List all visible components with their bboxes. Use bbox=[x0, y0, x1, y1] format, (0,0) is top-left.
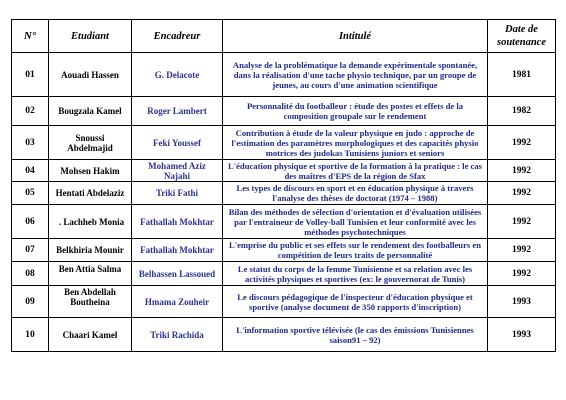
table-row bbox=[12, 126, 556, 160]
student-name: Mohsen Hakim bbox=[49, 160, 132, 182]
defense-year: 1992 bbox=[488, 182, 556, 205]
table-row bbox=[12, 182, 556, 205]
defense-year: 1992 bbox=[488, 160, 556, 182]
thesis-title: Contribution à étude de la valeur physique en judo : approche de l'estimation des paramètres morphologiques et des capacités physio motrices des judokas Tunisiens juniors et seniors bbox=[223, 126, 488, 160]
table-row bbox=[12, 97, 556, 126]
supervisor-name: Hmama Zouheir bbox=[132, 286, 223, 318]
defense-year: 1993 bbox=[488, 286, 556, 318]
student-name: Bougzala Kamel bbox=[49, 97, 132, 126]
table-row bbox=[12, 286, 556, 318]
col-header-encadreur: Encadreur bbox=[132, 20, 223, 53]
thesis-title: Personnalité du footballeur : étude des postes et effets de la composition groupale sur le rendement bbox=[223, 97, 488, 126]
thesis-title: Le discours pédagogique de l'inspecteur d'éducation physique et sportive (analyse document de 350 rapports d'inscription) bbox=[223, 286, 488, 318]
supervisor-name: Mohamed Aziz Najahi bbox=[132, 160, 223, 182]
row-number: 01 bbox=[12, 53, 49, 97]
defense-year: 1993 bbox=[488, 318, 556, 352]
student-name: Aouadi Hassen bbox=[49, 53, 132, 97]
col-header-date: Date de soutenance bbox=[488, 20, 556, 53]
student-name: Ben Attia Salma bbox=[49, 262, 132, 286]
table-row bbox=[12, 205, 556, 239]
student-name: Belkhiria Mounir bbox=[49, 239, 132, 262]
thesis-title: L'éducation physique et sportive de la formation à la pratique : le cas des maîtres d'EPS de la région de Sfax bbox=[223, 160, 488, 182]
table-row bbox=[12, 239, 556, 262]
row-number: 06 bbox=[12, 205, 49, 239]
table-row bbox=[12, 53, 556, 97]
row-number: 07 bbox=[12, 239, 49, 262]
defense-year: 1982 bbox=[488, 97, 556, 126]
theses-table bbox=[11, 19, 556, 352]
header-row bbox=[12, 20, 556, 53]
table-row bbox=[12, 160, 556, 182]
supervisor-name: G. Delacote bbox=[132, 53, 223, 97]
thesis-title: L'information sportive télévisée (le cas des émissions Tunisiennes saison91 – 92) bbox=[223, 318, 488, 352]
student-name: . Lachheb Monia bbox=[49, 205, 132, 239]
row-number: 03 bbox=[12, 126, 49, 160]
supervisor-name: Triki Fathi bbox=[132, 182, 223, 205]
defense-year: 1981 bbox=[488, 53, 556, 97]
defense-year: 1992 bbox=[488, 205, 556, 239]
defense-year: 1992 bbox=[488, 126, 556, 160]
table-row bbox=[12, 318, 556, 352]
col-header-etudiant: Etudiant bbox=[49, 20, 132, 53]
thesis-title: L'emprise du public et ses effets sur le rendement des footballeurs en compétition de leurs traits de personnalité bbox=[223, 239, 488, 262]
row-number: 05 bbox=[12, 182, 49, 205]
student-name: Chaari Kamel bbox=[49, 318, 132, 352]
supervisor-name: Fathallah Mokhtar bbox=[132, 239, 223, 262]
row-number: 10 bbox=[12, 318, 49, 352]
defense-year: 1992 bbox=[488, 239, 556, 262]
defense-year: 1992 bbox=[488, 262, 556, 286]
thesis-title: Les types de discours en sport et en éducation physique à travers l'analyse des thèses de doctorat (1974 – 1988) bbox=[223, 182, 488, 205]
thesis-title: Le statut du corps de la femme Tunisienne et sa relation avec les activités physiques et sportives (ex: le gouvernorat de Tunis) bbox=[223, 262, 488, 286]
supervisor-name: Belhassen Lassoued bbox=[132, 262, 223, 286]
row-number: 08 bbox=[12, 262, 49, 286]
supervisor-name: Roger Lambert bbox=[132, 97, 223, 126]
supervisor-name: Triki Rachida bbox=[132, 318, 223, 352]
thesis-title: Bilan des méthodes de sélection d'orientation et d'évaluation utilisées par l'entraineur de Volley-ball Tunisien et leur conformité avec les méthodes psychotechniques bbox=[223, 205, 488, 239]
row-number: 02 bbox=[12, 97, 49, 126]
student-name: Snoussi Abdelmajid bbox=[49, 126, 132, 160]
student-name: Ben Abdellah Boutheina bbox=[49, 286, 132, 318]
supervisor-name: Feki Youssef bbox=[132, 126, 223, 160]
col-header-num: N° bbox=[12, 20, 49, 53]
row-number: 04 bbox=[12, 160, 49, 182]
supervisor-name: Fathallah Mokhtar bbox=[132, 205, 223, 239]
col-header-intitule: Intitulé bbox=[223, 20, 488, 53]
row-number: 09 bbox=[12, 286, 49, 318]
student-name: Hentati Abdelaziz bbox=[49, 182, 132, 205]
table-row bbox=[12, 262, 556, 286]
thesis-title: Analyse de la problématique la demande expérimentale spontanée, dans la réalisation d'une tache physio technique, par un groupe de jeunes, au cours d'une animation scientifique bbox=[223, 53, 488, 97]
